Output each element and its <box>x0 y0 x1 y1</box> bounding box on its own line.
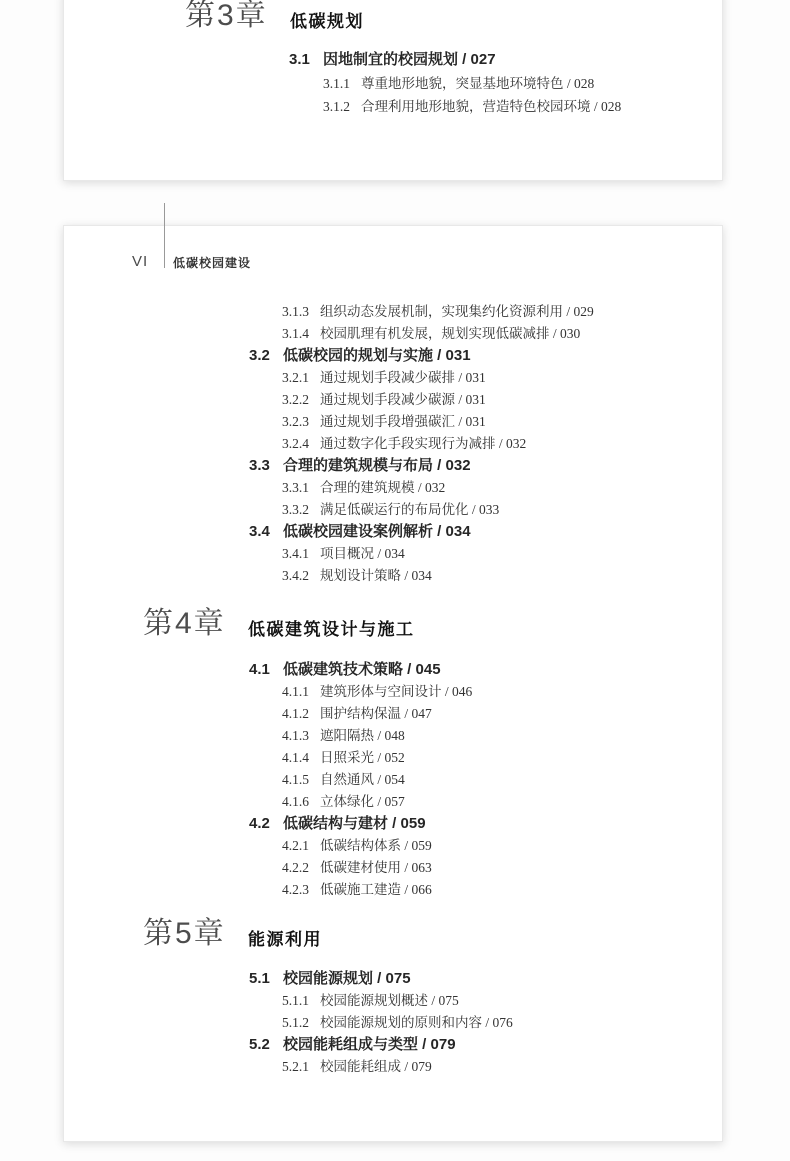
chapter4-label: 第4章 <box>143 607 226 640</box>
toc-entry-page: 031 <box>465 414 486 429</box>
toc-entry-page: 076 <box>492 1015 513 1030</box>
toc-entry-title: 遮阳隔热 <box>320 728 374 743</box>
toc-entry-title: 通过数字化手段实现行为减排 <box>320 436 496 451</box>
chapter3-label: 第3章 <box>185 0 268 32</box>
toc-entry-page: 028 <box>601 99 622 114</box>
toc-entry-3-1-3 <box>249 301 594 323</box>
toc-entry-separator: / <box>428 993 439 1008</box>
toc-entry-title: 尊重地形地貌，突显基地环境特色 <box>361 76 564 91</box>
toc-entry-4-2 <box>249 813 472 835</box>
toc-entry-separator: / <box>433 347 446 364</box>
toc-entry-number: 3.3 <box>249 457 270 474</box>
toc-entry-page: 030 <box>560 326 581 341</box>
toc-entry-separator: / <box>441 684 453 699</box>
toc-entry-number: 3.3.2 <box>282 502 309 517</box>
toc-entry-3-4 <box>249 521 594 543</box>
toc-entry-3-4-2 <box>249 565 594 587</box>
toc-entry-page: 057 <box>384 794 405 809</box>
toc-entry-title: 围护结构保温 <box>320 706 401 721</box>
book-page-1 <box>63 0 723 181</box>
toc-entry-title: 项目概况 <box>320 546 374 561</box>
toc-entry-page: 034 <box>445 523 471 540</box>
toc-entry-page: 059 <box>411 838 432 853</box>
toc-entry-page: 045 <box>415 661 441 678</box>
toc-entry-separator: / <box>590 99 602 114</box>
toc-entry-number: 3.4 <box>249 523 270 540</box>
toc-entry-page: 034 <box>384 546 405 561</box>
toc-entry-separator: / <box>455 414 466 429</box>
toc-entry-title: 校园能源规划 <box>283 970 374 987</box>
toc-entry-3-2 <box>249 345 594 367</box>
toc-entry-title: 低碳施工建造 <box>320 882 401 897</box>
toc-entry-title: 通过规划手段增强碳汇 <box>320 414 455 429</box>
toc-entry-title: 低碳校园建设案例解析 <box>283 523 434 540</box>
toc-entry-page: 032 <box>506 436 527 451</box>
toc-entry-page: 029 <box>573 304 594 319</box>
toc-entry-page: 032 <box>425 480 446 495</box>
toc-entry-title: 规划设计策略 <box>320 568 401 583</box>
toc-entry-title: 自然通风 <box>320 772 374 787</box>
toc-entry-page: 031 <box>445 347 471 364</box>
toc-entry-separator: / <box>373 970 386 987</box>
toc-entry-4-1-4 <box>249 747 472 769</box>
toc-entry-4-1 <box>249 659 472 681</box>
toc-entry-page: 034 <box>411 568 432 583</box>
toc-entry-title: 合理利用地形地貌，营造特色校园环境 <box>361 99 591 114</box>
toc-entry-4-1-1 <box>249 681 472 703</box>
toc-entry-separator: / <box>401 860 412 875</box>
toc-entry-number: 5.2 <box>249 1036 270 1053</box>
toc-entry-number: 4.1.5 <box>282 772 309 787</box>
toc-entry-3-4-1 <box>249 543 594 565</box>
book-page-2 <box>63 225 723 1142</box>
toc-entry-page: 048 <box>384 728 405 743</box>
toc-entry-3-2-1 <box>249 367 594 389</box>
toc-entry-number: 3.2.2 <box>282 392 309 407</box>
toc-entry-number: 3.2.4 <box>282 436 309 451</box>
toc-entry-page: 027 <box>470 51 496 68</box>
toc-entry-title: 通过规划手段减少碳排 <box>320 370 455 385</box>
chapter5-title: 能源利用 <box>248 930 322 949</box>
toc-entry-number: 4.2 <box>249 815 270 832</box>
toc-entry-page: 079 <box>411 1059 432 1074</box>
toc-entry-number: 4.2.2 <box>282 860 309 875</box>
toc-entry-5-2-1 <box>249 1056 513 1078</box>
toc-entry-3-1-2 <box>289 95 621 118</box>
toc-entry-number: 4.1.4 <box>282 750 309 765</box>
toc-entry-page: 059 <box>400 815 426 832</box>
toc-entry-4-1-2 <box>249 703 472 725</box>
toc-entry-number: 5.1.2 <box>282 1015 309 1030</box>
toc-entry-title: 组织动态发展机制，实现集约化资源利用 <box>320 304 563 319</box>
toc-entry-4-1-6 <box>249 791 472 813</box>
toc-entry-title: 低碳结构体系 <box>320 838 401 853</box>
toc-entry-3-2-3 <box>249 411 594 433</box>
toc-entry-4-2-1 <box>249 835 472 857</box>
toc-entry-page: 046 <box>452 684 473 699</box>
toc-entry-separator: / <box>401 882 412 897</box>
toc-entry-5-1-2 <box>249 1012 513 1034</box>
toc-entry-separator: / <box>401 838 412 853</box>
toc-entry-separator: / <box>433 457 446 474</box>
toc-entry-title: 低碳建筑技术策略 <box>283 661 404 678</box>
toc-entry-separator: / <box>563 76 575 91</box>
toc-entry-title: 校园肌理有机发展，规划实现低碳减排 <box>320 326 550 341</box>
toc-entry-4-2-3 <box>249 879 472 901</box>
toc-entry-number: 3.4.2 <box>282 568 309 583</box>
toc-entry-number: 3.1.2 <box>323 99 350 114</box>
toc-entry-page: 063 <box>411 860 432 875</box>
toc-entry-separator: / <box>458 51 471 68</box>
toc-entry-3-1-4 <box>249 323 594 345</box>
toc-entry-page: 066 <box>411 882 432 897</box>
toc-entry-separator: / <box>401 568 412 583</box>
toc-entry-page: 047 <box>411 706 432 721</box>
toc-entry-page: 033 <box>479 502 500 517</box>
toc-entry-number: 4.1.1 <box>282 684 309 699</box>
page-folio: VI <box>132 253 149 270</box>
toc-entry-title: 建筑形体与空间设计 <box>320 684 442 699</box>
toc-entry-separator: / <box>374 772 385 787</box>
toc-entry-4-1-3 <box>249 725 472 747</box>
toc-entry-separator: / <box>374 750 385 765</box>
toc-entry-number: 3.1 <box>289 51 310 68</box>
toc-entry-title: 校园能源规划概述 <box>320 993 428 1008</box>
toc-entry-3-3-2 <box>249 499 594 521</box>
toc-entry-number: 4.1.3 <box>282 728 309 743</box>
toc-entry-number: 5.1 <box>249 970 270 987</box>
toc-entry-separator: / <box>563 304 574 319</box>
toc-entry-page: 028 <box>574 76 595 91</box>
toc-entry-separator: / <box>374 546 385 561</box>
toc-entry-page: 075 <box>385 970 411 987</box>
toc-entry-page: 079 <box>430 1036 456 1053</box>
toc-entry-separator: / <box>418 1036 431 1053</box>
toc-entry-number: 3.2.1 <box>282 370 309 385</box>
toc-entry-separator: / <box>482 1015 493 1030</box>
toc-entry-3-3 <box>249 455 594 477</box>
toc-entry-title: 合理的建筑规模与布局 <box>283 457 434 474</box>
toc-entry-3-2-2 <box>249 389 594 411</box>
toc-entry-number: 3.4.1 <box>282 546 309 561</box>
chapter5-label: 第5章 <box>143 917 226 950</box>
toc-entry-number: 5.1.1 <box>282 993 309 1008</box>
toc-entry-number: 5.2.1 <box>282 1059 309 1074</box>
toc-entry-5-2 <box>249 1034 513 1056</box>
toc-entry-number: 4.2.3 <box>282 882 309 897</box>
toc-entry-title: 合理的建筑规模 <box>320 480 415 495</box>
toc-entry-title: 校园能源规划的原则和内容 <box>320 1015 482 1030</box>
toc-entry-3-1 <box>289 48 621 72</box>
toc-entry-5-1 <box>249 968 513 990</box>
chapter3-title: 低碳规划 <box>290 12 364 31</box>
toc-entry-separator: / <box>374 794 385 809</box>
toc-entry-number: 4.1 <box>249 661 270 678</box>
toc-entry-number: 3.3.1 <box>282 480 309 495</box>
toc-entry-title: 校园能耗组成与类型 <box>283 1036 419 1053</box>
toc-entry-number: 4.2.1 <box>282 838 309 853</box>
toc-entry-separator: / <box>455 370 466 385</box>
chapter3-entries-continued <box>249 301 594 587</box>
toc-entry-separator: / <box>414 480 426 495</box>
toc-entry-title: 低碳校园的规划与实施 <box>283 347 434 364</box>
toc-entry-3-3-1 <box>249 477 594 499</box>
running-title: 低碳校园建设 <box>173 256 252 270</box>
toc-entry-4-1-5 <box>249 769 472 791</box>
toc-entry-5-1-1 <box>249 990 513 1012</box>
toc-entry-number: 3.2 <box>249 347 270 364</box>
toc-entry-title: 日照采光 <box>320 750 374 765</box>
toc-entry-title: 低碳结构与建材 <box>283 815 389 832</box>
toc-entry-page: 054 <box>384 772 405 787</box>
toc-entry-number: 4.1.2 <box>282 706 309 721</box>
header-vertical-rule <box>164 203 165 268</box>
toc-entry-separator: / <box>468 502 480 517</box>
toc-entry-page: 075 <box>438 993 459 1008</box>
toc-entry-page: 031 <box>465 392 486 407</box>
toc-entry-separator: / <box>374 728 385 743</box>
toc-entry-title: 满足低碳运行的布局优化 <box>320 502 469 517</box>
toc-entry-title: 校园能耗组成 <box>320 1059 401 1074</box>
toc-entry-title: 低碳建材使用 <box>320 860 401 875</box>
toc-entry-separator: / <box>401 1059 412 1074</box>
toc-entry-separator: / <box>403 661 416 678</box>
toc-entry-separator: / <box>549 326 561 341</box>
toc-entry-page: 052 <box>384 750 405 765</box>
chapter3-entries-start <box>289 48 621 118</box>
toc-entry-number: 3.2.3 <box>282 414 309 429</box>
toc-entry-number: 4.1.6 <box>282 794 309 809</box>
toc-entry-number: 3.1.3 <box>282 304 309 319</box>
chapter4-entries <box>249 659 472 901</box>
toc-entry-separator: / <box>388 815 401 832</box>
toc-entry-title: 因地制宜的校园规划 <box>323 51 459 68</box>
toc-entry-number: 3.1.1 <box>323 76 350 91</box>
toc-entry-title: 立体绿化 <box>320 794 374 809</box>
toc-entry-3-2-4 <box>249 433 594 455</box>
chapter5-entries <box>249 968 513 1078</box>
toc-entry-separator: / <box>433 523 446 540</box>
toc-entry-separator: / <box>495 436 507 451</box>
toc-entry-page: 032 <box>445 457 471 474</box>
toc-entry-page: 031 <box>465 370 486 385</box>
toc-entry-number: 3.1.4 <box>282 326 309 341</box>
toc-entry-separator: / <box>455 392 466 407</box>
toc-entry-separator: / <box>401 706 412 721</box>
chapter4-title: 低碳建筑设计与施工 <box>248 620 415 639</box>
toc-entry-title: 通过规划手段减少碳源 <box>320 392 455 407</box>
toc-entry-3-1-1 <box>289 72 621 95</box>
toc-entry-4-2-2 <box>249 857 472 879</box>
